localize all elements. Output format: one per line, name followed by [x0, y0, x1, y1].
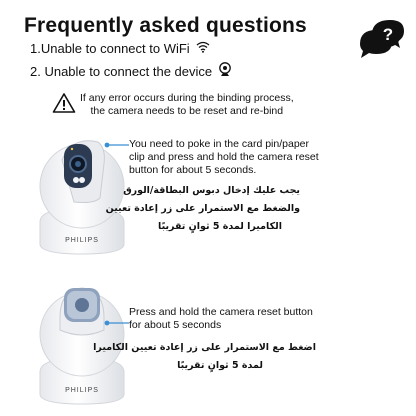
instruction-line: for about 5 seconds — [129, 319, 222, 331]
page-title: Frequently asked questions — [24, 14, 307, 37]
step2-arabic-instructions — [93, 339, 316, 375]
warning-note — [52, 92, 294, 119]
question-speech-bubble-icon — [350, 14, 406, 75]
warning-line: If any error occurs during the binding process, — [80, 92, 294, 104]
instruction-line: Press and hold the camera reset button — [129, 306, 313, 318]
faq-item-device — [30, 62, 232, 80]
step2-instructions — [129, 306, 313, 332]
instruction-line: clip and press and hold the camera reset — [129, 151, 319, 163]
arabic-line: والضغط مع الاستمرار على زر إعادة تعيين — [105, 203, 300, 214]
arabic-line: اضغط مع الاستمرار على زر إعادة تعيين الكاميرا — [93, 342, 316, 353]
faq-item-label: 1.Unable to connect to WiFi — [30, 41, 190, 56]
warning-line: the camera needs to be reset and re-bind — [90, 105, 284, 117]
instruction-line: button for about 5 seconds. — [129, 164, 257, 176]
arabic-line: الكاميرا لمدة 5 ثوانٍ تقريبًا — [158, 221, 282, 232]
pointer-arrow — [104, 320, 130, 326]
svg-text:?: ? — [382, 25, 394, 44]
warning-text — [80, 92, 294, 119]
instruction-line: You need to poke in the card pin/paper — [129, 138, 310, 150]
faq-item-wifi — [30, 41, 210, 56]
step1-instructions — [129, 138, 319, 177]
arabic-line: لمدة 5 ثوانٍ تقريبًا — [177, 360, 263, 371]
pointer-arrow — [104, 142, 130, 148]
wifi-icon — [196, 41, 210, 56]
camera-image-lens-up — [34, 130, 130, 263]
brand-logo: PHILIPS — [65, 387, 99, 394]
arabic-line: يجب عليك إدخال دبوس البطاقة/الورق — [123, 185, 300, 196]
faq-item-label: 2. Unable to connect the device — [30, 63, 213, 79]
warning-triangle-icon — [52, 92, 76, 119]
step1-arabic-instructions — [105, 182, 300, 236]
webcam-icon — [218, 62, 232, 80]
brand-logo: PHILIPS — [65, 237, 99, 244]
